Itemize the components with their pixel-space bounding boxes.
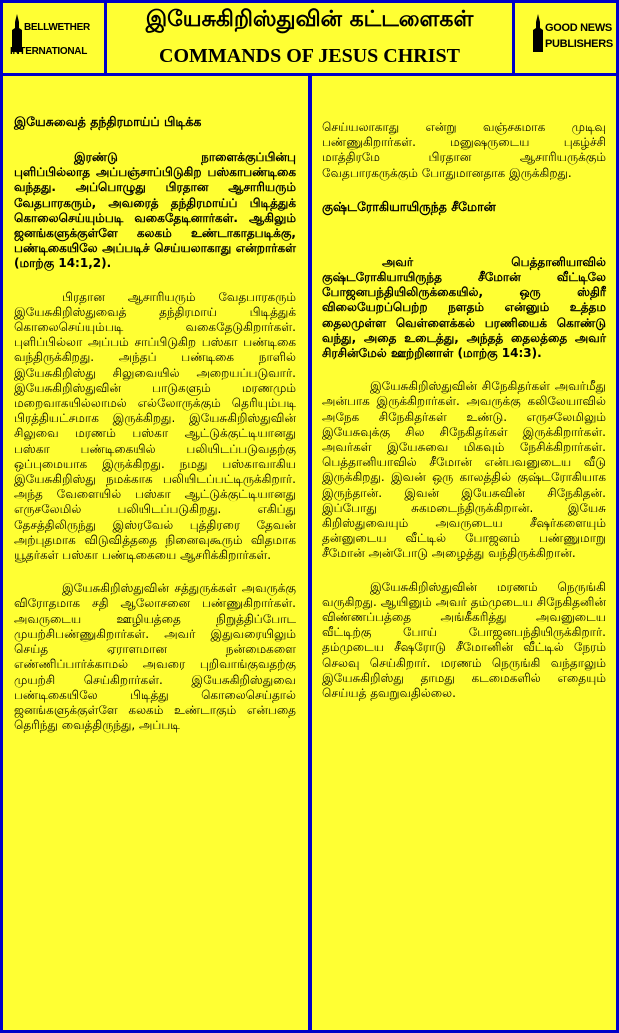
- title-tamil: இயேசுகிறிஸ்துவின் கட்டளைகள்: [145, 7, 474, 32]
- left-bold-scripture: இரண்டு நாளைக்குப்பின்பு புளிப்பில்லாத அப்பஞ்சாப்பிடுகிற பஸ்காபண்டிகை வந்தது. அப்பொழுது பிரதான ஆசாரியரும் வேதபாரகரும், அவரைத் தந்திரமாய்ப் பிடித்துக் கொலைசெய்யும்படி வகைதேடினார்கள். ஆகிலும் ஜனங்களுக்குள்ளே கலகம் உண்டாகாதபடிக்கு, பண்டிகையிலே அப்படிச் செய்யலாகாது என்றார்கள் (மாற்கு 14:1,2).: [14, 150, 296, 271]
- left-column: [8, 80, 300, 1025]
- right-paragraph-1: இயேசுகிறிஸ்துவின் சிநேகிதர்கள் அவர்மீது அன்பாக இருக்கிறார்கள். அவருக்கு கலிலேயாவில் அநேக சிநேகிதர்கள் உண்டு. எருசலேமிலும் இயேசுவுக்கு சில சிநேகிதர்கள் இருக்கிறார்கள். அவர்கள் இயேசுவை மிகவும் நேசிக்கிறார்கள். பெத்தானியாவில் சீமோன் என்பவனுடைய வீடு இருக்கிறது. இவன் ஒரு காலத்தில் குஷ்டரோகியாக இருந்தான். இவன் இயேசுவின் சிநேகிதன். இப்போது சுகமடைந்திருக்கிறான். இயேசு கிறிஸ்துவையும் அவருடைய சீஷர்களையும் தன்னுடைய வீட்டில் போஜனம் பண்ணுமாறு சீமோன் அன்போடு அழைத்து வந்திருக்கிறான்.: [322, 379, 606, 561]
- right-bold-scripture: அவர் பெத்தானியாவில் குஷ்டரோகியாயிருந்த சீமோன் வீட்டிலே போஜனபந்தியிலிருக்கையில், ஒரு ஸ்திரீ விலையேறப்பெற்ற நளதம் என்னும் உத்தம தைலமுள்ள வெள்ளைக்கல் பரணியைக் கொண்டு வந்து, அதை உடைத்து, அந்தத் தைலத்தை அவர் சிரசின்மேல் ஊற்றினாள் (மாற்கு 14:3).: [322, 254, 606, 361]
- right-heading: குஷ்டரோகியாயிருந்த சீமோன்: [322, 198, 496, 214]
- right-continuation: செய்யலாகாது என்று வஞ்சகமாக முடிவு பண்ணுகிறார்கள். மனுஷருடைய புகழ்ச்சி மாத்திரமே பிரதான ஆசாரியருக்கும் வேதபாரகருக்கும் போதுமானதாக இருக்கிறது.: [322, 120, 606, 180]
- good-news-logo: [512, 0, 619, 76]
- tower-icon: [531, 14, 545, 54]
- bellwether-logo: [0, 0, 107, 76]
- bellwether-line2: INTERNATIONAL: [10, 46, 88, 57]
- title-english: COMMANDS OF JESUS CHRIST: [159, 45, 460, 67]
- right-paragraph-2: இயேசுகிறிஸ்துவின் மரணம் நெருங்கி வருகிறது. ஆயினும் அவர் தம்முடைய சிநேகிதனின் விண்ணப்பத்தை அங்கீகரித்து அவனுடைய வீட்டிற்கு போய் போஜனபந்தியிருக்கிறார். தம்முடைய சீஷரோடு சீமோனின் வீட்டில் நேரம் செலவு செய்கிறார். மரணம் நெருங்கி வந்தாலும் இயேசுகிறிஸ்து தாமது கடமைகளில் எதையும் செய்யத் தவறுவதில்லை.: [322, 579, 606, 701]
- left-paragraph-2: இயேசுகிறிஸ்துவின் சத்துருக்கள் அவருக்கு விரோதமாக சதி ஆலோசனை பண்ணுகிறார்கள். அவருடைய ஊழியத்தை நிறுத்திப்போட முயற்சிபண்ணுகிறார்கள். அவர் இதுவரையிலும் செய்த ஏராளமான நன்மைகளை எண்ணிப்பார்க்காமல் அவரை புறிவாங்குவதற்கு முயற்சி செய்கிறார்கள். இயேசுகிறிஸ்துவை பண்டிகையிலே பிடித்து கொலைசெய்தால் ஜனங்களுக்குள்ளே கலகம் உண்டாகும் என்பதை தெரிந்து வைத்திருந்து, அப்படி: [14, 581, 296, 733]
- left-heading: இயேசுவைத் தந்திரமாய்ப் பிடிக்க: [14, 114, 202, 129]
- right-column: [318, 80, 608, 1025]
- good-news-line2: PUBLISHERS: [545, 38, 613, 50]
- header: [0, 0, 619, 76]
- column-divider: [308, 76, 312, 1033]
- left-paragraph-1: பிரதான ஆசாரியரும் வேதபாரகரும் இயேசுகிறிஸ்துவைத் தந்திரமாய் பிடித்துக் கொலைசெய்யும்படி வகைதேடுகிறார்கள். புளிப்பில்லா அப்பம் சாப்பிடுகிற பஸ்கா பண்டிகை வந்திருக்கிறது. அந்தப் பண்டிகை நாளில் இயேசுகிறிஸ்து சிலுவையில் அறையப்படுவார். இயேசுகிறிஸ்துவின் பாடுகளும் மரணமும் மறைவாகயில்லாமல் எல்லோருக்கும் தெரியும்படி பிரத்தியட்சமாக இருக்கிறது. இயேசுகிறிஸ்துவின் சிலுவை மரணம் பஸ்கா ஆட்டுக்குட்டியானது பஸ்கா பண்டிகையில் பலியிடப்படுவதற்கு ஒப்புமையாக இருக்கிறது. நமது பஸ்காவாகிய இயேசுகிறிஸ்து நமக்காக பலியிடப்பட்டிருக்கிறார். அந்த வேளையில் பஸ்கா ஆட்டுக்குட்டியானது எருசலேமில் பலியிடப்படுகிறது. எகிப்து தேசத்திலிருந்து இஸ்ரவேல் புத்திரரை தேவன் அற்புதமாக விடுவித்ததை நினைவுகூரும் விதமாக யூதர்கள் பஸ்கா பண்டிகையை ஆசரிக்கிறார்கள்.: [14, 289, 296, 563]
- bellwether-line1: BELLWETHER: [24, 22, 90, 33]
- good-news-line1: GOOD NEWS: [545, 22, 612, 34]
